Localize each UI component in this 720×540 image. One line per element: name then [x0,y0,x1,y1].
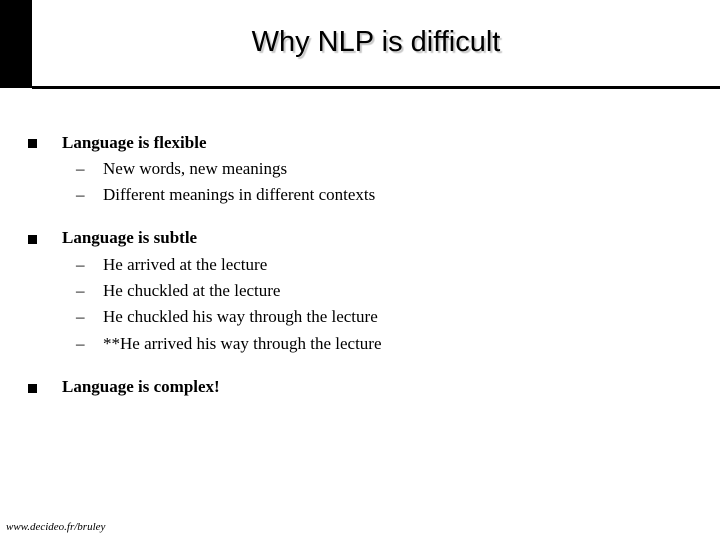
slide-title: Why NLP is difficult [251,26,501,58]
sub-point-text: He chuckled his way through the lecture [103,307,378,326]
dash-marker: – [76,159,85,178]
footer-source: www.decideo.fr/bruley [6,521,106,533]
bullet-square-icon [28,384,37,393]
dash-marker: – [76,334,85,353]
bullet-point: Language is subtle [62,228,198,247]
sub-point [76,334,382,354]
sub-point-text: He chuckled at the lecture [103,281,281,300]
bullet-point: Language is complex! [62,377,220,396]
sub-point-text: New words, new meanings [103,159,288,178]
title-underline [32,86,720,89]
sub-point-text: **He arrived his way through the lecture [103,334,382,353]
sub-point [76,281,280,301]
sub-point-text: Different meanings in different contexts [103,185,376,204]
sub-point [76,307,378,327]
sub-point [76,159,287,179]
bullet-square-icon [28,139,37,148]
sub-point [76,185,375,205]
bullet-point: Language is flexible [62,133,207,152]
dash-marker: – [76,281,85,300]
dash-marker: – [76,255,85,274]
sub-point [76,255,267,275]
sub-point-text: He arrived at the lecture [103,255,268,274]
bullet-square-icon [28,235,37,244]
dash-marker: – [76,307,85,326]
dash-marker: – [76,185,85,204]
title-side-bar [0,0,32,88]
